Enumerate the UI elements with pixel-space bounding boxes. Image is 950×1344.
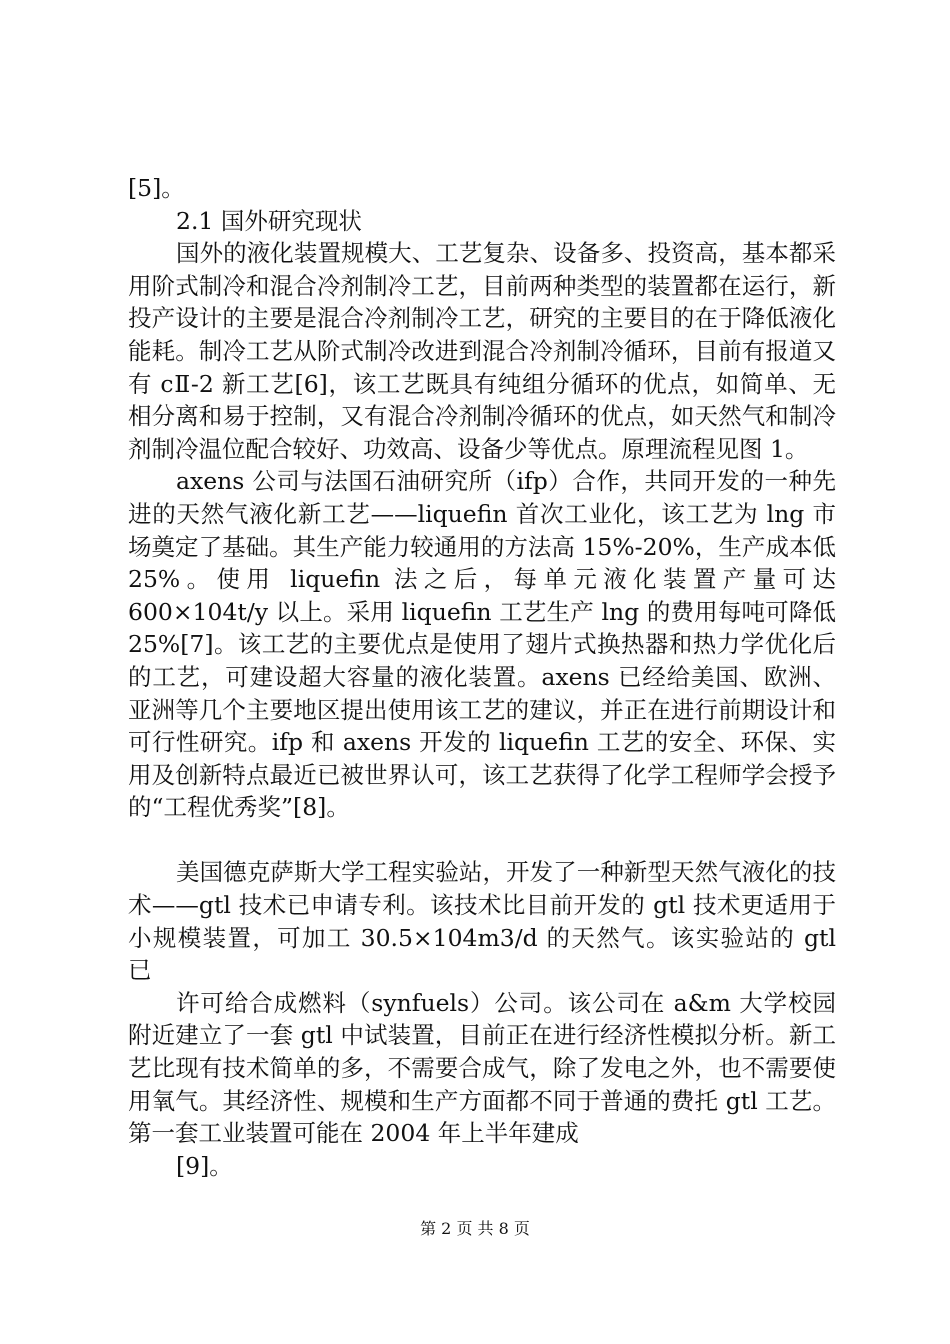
paragraph-citation-9: [9]。	[176, 1151, 233, 1180]
paragraph-axens: axens 公司与法国石油研究所（ifp）合作，共同开发的一种先进的天然气液化新工艺——liquefin 首次工业化，该工艺为 lng 市场奠定了基础。其生产能力较通用的方法高 15%-20%，生产成本低 25%。使用 liquefin 法之后，每单元液化装置产量可达 600×104t/y 以上。采用 liquefin 工艺生产 lng 的费用每吨可降低 25%[7]。该工艺的主要优点是使用了翅片式换热器和热力学优化后的工艺，可建设超大容量的液化装置。axens 已经给美国、欧洲、亚洲等几个主要地区提出使用该工艺的建议，并正在进行前期设计和可行性研究。ifp 和 axens 开发的 liquefin 工艺的安全、环保、实用及创新特点最近已被世界认可，该工艺获得了化学工程师学会授予的“工程优秀奖”[8]。	[128, 467, 836, 822]
page-footer: 第 2 页 共 8 页	[420, 1219, 530, 1238]
body-text	[128, 172, 836, 1182]
paragraph-synfuels: 许可给合成燃料（synfuels）公司。该公司在 a&m 大学校园附近建立了一套 gtl 中试装置，目前正在进行经济性模拟分析。新工艺比现有技术简单的多，不需要合成气，除了发电之外，也不需要使用氧气。其经济性、规模和生产方面都不同于普通的费托 gtl 工艺。第一套工业装置可能在 2004 年上半年建成	[128, 988, 836, 1148]
paragraph-citation-5: [5]。	[128, 174, 185, 202]
paragraph-overview: 国外的液化装置规模大、工艺复杂、设备多、投资高，基本都采用阶式制冷和混合冷剂制冷工艺，目前两种类型的装置都在运行，新投产设计的主要是混合冷剂制冷工艺，研究的主要目的在于降低液化能耗。制冷工艺从阶式制冷改进到混合冷剂制冷循环，目前有报道又有 cⅡ-2 新工艺[6]，该工艺既具有纯组分循环的优点，如简单、无相分离和易于控制，又有混合冷剂制冷循环的优点，如天然气和制冷剂制冷温位配合较好、功效高、设备少等优点。原理流程见图 1。	[128, 239, 836, 463]
section-heading: 2.1 国外研究现状	[176, 206, 362, 235]
paragraph-texas: 美国德克萨斯大学工程实验站，开发了一种新型天然气液化的技术——gtl 技术已申请专利。该技术比目前开发的 gtl 技术更适用于小规模装置，可加工 30.5×104m3/d 的天然气。该实验站的 gtl 已	[128, 858, 836, 985]
